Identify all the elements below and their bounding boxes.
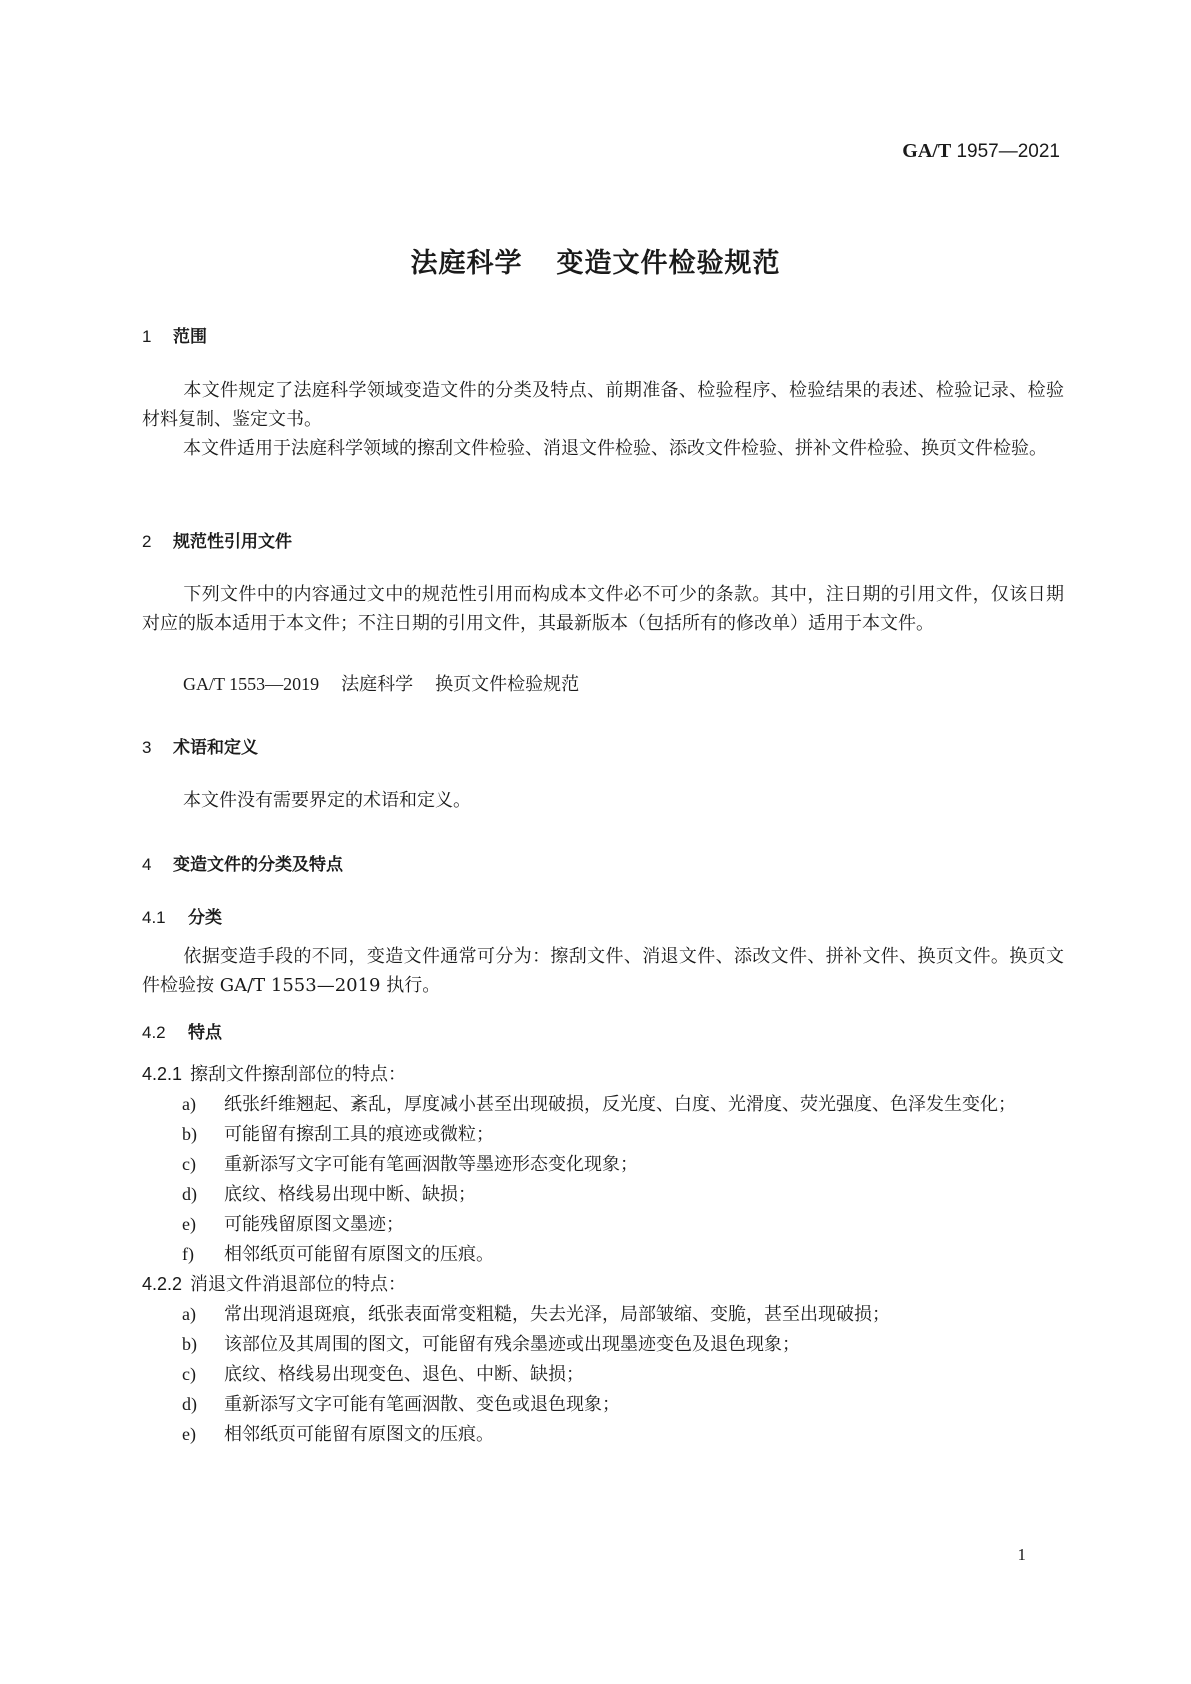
list-item: c) 重新添写文字可能有笔画洇散等墨迹形态变化现象； xyxy=(182,1154,638,1175)
title-part2: 变造文件检验规范 xyxy=(556,248,781,279)
section-title: 分类 xyxy=(188,908,222,928)
section-2-paragraph-1: 下列文件中的内容通过文中的规范性引用而构成本文件必不可少的条款。其中，注日期的引用文件，仅该日期对应的版本适用于本文件；不注日期的引用文件，其最新版本（包括所有的修改单）适用于本文件。 xyxy=(142,584,1064,634)
section-title: 术语和定义 xyxy=(173,738,258,758)
list-item: e) 可能残留原图文墨迹； xyxy=(182,1214,404,1235)
clause-4-2-2 xyxy=(142,1270,406,1296)
list-item: b) 该部位及其周围的图文，可能留有残余墨迹或出现墨迹变色及退色现象； xyxy=(182,1334,800,1355)
standard-code-number: 1957—2021 xyxy=(956,141,1060,162)
section-4-2-heading xyxy=(142,1018,222,1043)
list-item: b) 可能留有擦刮工具的痕迹或微粒； xyxy=(182,1124,494,1145)
section-4-heading xyxy=(142,850,343,875)
section-title: 变造文件的分类及特点 xyxy=(173,855,343,875)
clause-number: 4.2.2 xyxy=(142,1274,183,1294)
list-item: c) 底纹、格线易出现变色、退色、中断、缺损； xyxy=(182,1364,584,1385)
section-number: 4 xyxy=(142,855,152,874)
section-title: 特点 xyxy=(188,1023,222,1043)
section-1-paragraph-2: 本文件适用于法庭科学领域的擦刮文件检验、消退文件检验、添改文件检验、拼补文件检验、换页文件检验。 xyxy=(183,438,1047,459)
list-item: d) 重新添写文字可能有笔画洇散、变色或退色现象； xyxy=(182,1394,620,1415)
section-number: 1 xyxy=(142,327,152,346)
list-item: a) 纸张纤维翘起、紊乱，厚度减小甚至出现破损，反光度、白度、光滑度、荧光强度、色泽发生变化； xyxy=(182,1094,1016,1115)
clause-text: 消退文件消退部位的特点： xyxy=(190,1274,406,1295)
list-item: f) 相邻纸页可能留有原图文的压痕。 xyxy=(182,1244,494,1265)
section-number: 4.2 xyxy=(142,1023,166,1042)
section-2-heading xyxy=(142,527,292,552)
list-item: e) 相邻纸页可能留有原图文的压痕。 xyxy=(182,1424,494,1445)
section-number: 2 xyxy=(142,532,152,551)
clause-4-2-1 xyxy=(142,1060,406,1086)
standard-code xyxy=(902,140,1060,163)
standard-code-prefix: GA/T xyxy=(902,140,952,162)
title-part1: 法庭科学 xyxy=(410,248,523,279)
section-4-1-heading xyxy=(142,903,222,928)
clause-number: 4.2.1 xyxy=(142,1064,183,1084)
section-title: 范围 xyxy=(173,327,207,347)
section-number: 4.1 xyxy=(142,908,166,927)
list-item: d) 底纹、格线易出现中断、缺损； xyxy=(182,1184,476,1205)
page-number: 1 xyxy=(1017,1545,1026,1564)
section-1-heading xyxy=(142,322,207,347)
reference-title-part1: 法庭科学 xyxy=(341,674,414,695)
section-number: 3 xyxy=(142,738,152,757)
section-4-1-paragraph-1: 依据变造手段的不同，变造文件通常可分为：擦刮文件、消退文件、添改文件、拼补文件、换页文件。换页文件检验按 GA/T 1553—2019 执行。 xyxy=(142,946,1064,996)
clause-text: 擦刮文件擦刮部位的特点： xyxy=(190,1064,406,1085)
section-1-paragraph-1: 本文件规定了法庭科学领域变造文件的分类及特点、前期准备、检验程序、检验结果的表述、检验记录、检验材料复制、鉴定文书。 xyxy=(142,380,1064,430)
reference-title-part2: 换页文件检验规范 xyxy=(435,674,580,695)
document-title xyxy=(0,241,1191,280)
reference-code: GA/T 1553—2019 xyxy=(183,674,320,694)
section-3-paragraph-1: 本文件没有需要界定的术语和定义。 xyxy=(183,790,471,811)
normative-reference xyxy=(183,670,579,696)
list-item: a) 常出现消退斑痕，纸张表面常变粗糙，失去光泽，局部皱缩、变脆，甚至出现破损； xyxy=(182,1304,890,1325)
section-3-heading xyxy=(142,733,258,758)
section-title: 规范性引用文件 xyxy=(173,532,292,552)
